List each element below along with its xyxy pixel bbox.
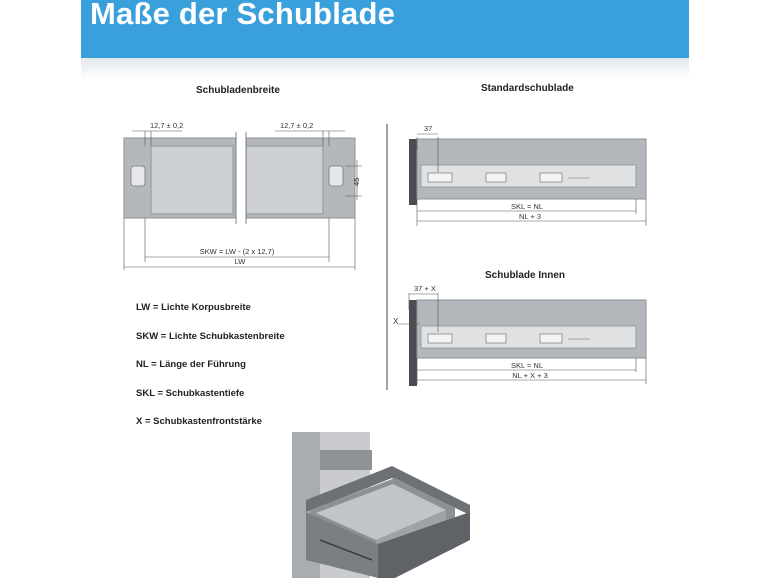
- inner-diagram: [393, 284, 646, 386]
- legend-item-x: X = Schubkastenfrontstärke: [136, 416, 262, 427]
- dim-height-label: 45: [352, 177, 361, 186]
- std-skl-label: SKL = NL: [510, 202, 544, 211]
- width-diagram: [124, 121, 362, 270]
- break-gap: [236, 130, 246, 226]
- skw-label: SKW = LW - (2 x 12,7): [199, 247, 275, 256]
- inner-nl-label: NL + X + 3: [512, 371, 548, 380]
- standard-diagram: [409, 124, 646, 226]
- lw-label: LW: [234, 257, 246, 266]
- legend-item-skl: SKL = Schubkastentiefe: [136, 387, 245, 399]
- section-title-standard: Standardschublade: [481, 83, 574, 94]
- legend-item-nl: NL = Länge der Führung: [136, 359, 246, 370]
- legend-item-lw: LW = Lichte Korpusbreite: [136, 302, 251, 313]
- inner-front-panel: [409, 300, 417, 386]
- legend: [136, 302, 285, 445]
- std-dim-top: 37: [424, 124, 433, 133]
- drawer-front-right: [246, 146, 323, 214]
- inner-dim-top: 37 + X: [414, 284, 436, 293]
- page-title: Maße der Schublade: [90, 0, 396, 31]
- drawer-front-left: [151, 146, 233, 214]
- inner-x-label: X: [393, 317, 399, 326]
- std-nl-label: NL + 3: [518, 212, 542, 221]
- runner-left-icon: [131, 166, 145, 186]
- runner-rail: [421, 165, 636, 187]
- drawer-3d-illustration: [292, 432, 470, 578]
- dim-left-label: 12,7 ± 0,2: [150, 121, 184, 130]
- runner-right-icon: [329, 166, 343, 186]
- front-panel: [409, 139, 417, 205]
- dim-right-label: 12,7 ± 0,2: [280, 121, 314, 130]
- inner-skl-label: SKL = NL: [510, 361, 544, 370]
- inner-runner-rail: [421, 326, 636, 348]
- section-title-width: Schubladenbreite: [196, 85, 280, 96]
- section-title-inner: Schublade Innen: [485, 270, 566, 281]
- legend-item-skw: SKW = Lichte Schubkastenbreite: [136, 330, 285, 342]
